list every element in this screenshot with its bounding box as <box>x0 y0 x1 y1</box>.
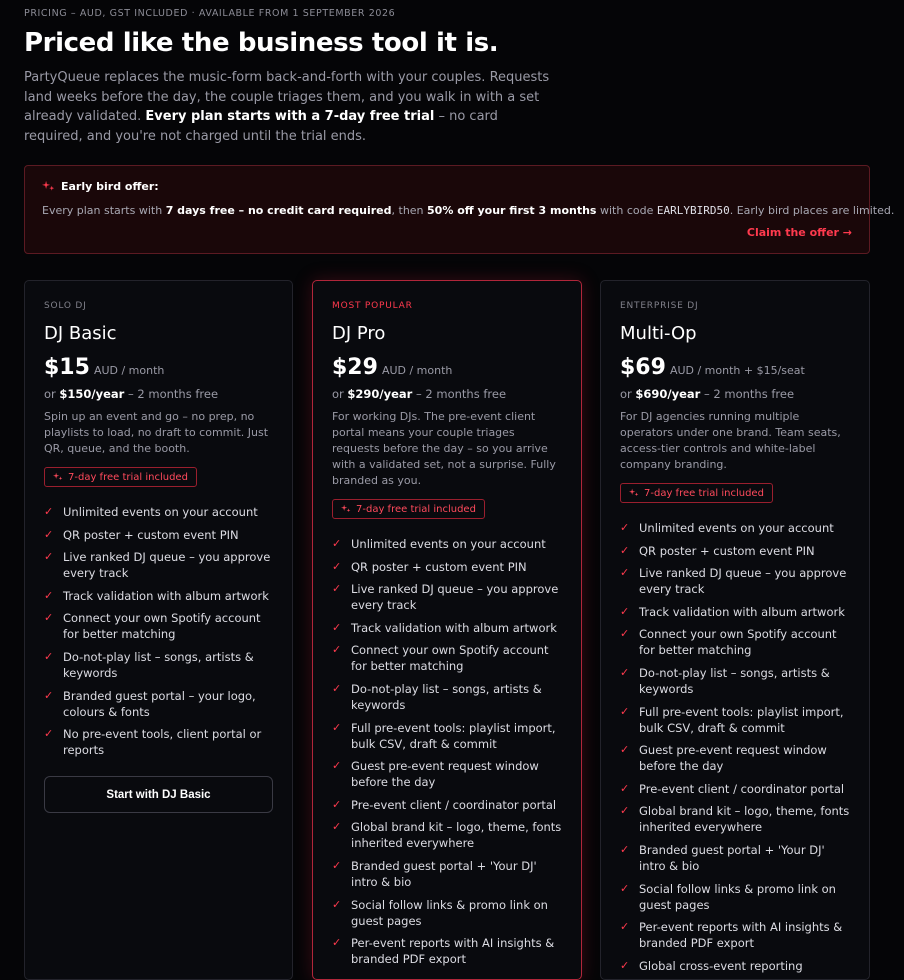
lede-text-1: PartyQueue replaces the music-form back-and-forth with your couples. Requests land weeks before the day, the couple triages them, and you walk in with a set already validated. <box>24 70 550 124</box>
price-period: AUD / month <box>93 364 165 377</box>
plan-yearly-price <box>620 387 794 401</box>
price-amount: $15 <box>44 355 90 380</box>
feature-label: Unlimited events on your account <box>351 537 546 551</box>
check-icon: ✓ <box>620 627 630 641</box>
price-period: AUD / month <box>381 364 453 377</box>
page-title: Priced like the business tool it is. <box>24 28 499 58</box>
page-lede <box>24 68 554 146</box>
feature-label: Branded guest portal – your logo, colours & fonts <box>63 688 256 719</box>
plan-yearly-price <box>332 387 506 401</box>
feature-label: Full pre-event tools: playlist import, bulk CSV, draft & commit <box>639 704 844 735</box>
check-icon: ✓ <box>620 781 630 795</box>
plan-description: For DJ agencies running multiple operators under one brand. Team seats, access-tier controls and white-label company branding. <box>620 410 841 471</box>
check-icon: ✓ <box>332 643 342 657</box>
feature-item <box>44 688 276 720</box>
trial-badge <box>332 499 485 519</box>
check-icon: ✓ <box>44 550 54 564</box>
plan-name: DJ Basic <box>44 323 117 344</box>
yearly-amount: $690/year <box>635 387 701 401</box>
offer-text-4: . Early bird places are limited. <box>729 204 895 217</box>
feature-label: Live ranked DJ queue – you approve every track <box>351 582 559 613</box>
feature-label: Full pre-event tools: playlist import, bulk CSV, draft & commit <box>351 720 556 751</box>
check-icon: ✓ <box>620 566 630 580</box>
feature-item <box>332 897 564 929</box>
offer-title-text: Early bird offer: <box>61 180 159 193</box>
feature-item <box>332 681 564 713</box>
feature-label: Do-not-play list – songs, artists & keywords <box>351 681 542 712</box>
check-icon: ✓ <box>620 881 630 895</box>
check-icon: ✓ <box>332 582 342 596</box>
feature-item <box>620 881 852 913</box>
plan-card-dj-basic <box>24 280 293 980</box>
offer-text-bold-2: 50% off your first 3 months <box>427 204 597 217</box>
feature-item <box>44 527 276 543</box>
start-dj-basic-button[interactable]: Start with DJ Basic <box>44 776 273 813</box>
plan-tier-label: SOLO DJ <box>44 301 87 311</box>
feature-list <box>44 504 276 765</box>
check-icon: ✓ <box>620 543 630 557</box>
feature-item <box>620 665 852 697</box>
feature-item <box>620 742 852 774</box>
feature-item <box>332 642 564 674</box>
plan-price <box>332 355 452 380</box>
check-icon: ✓ <box>44 588 54 602</box>
feature-item <box>332 720 564 752</box>
feature-item <box>332 935 564 967</box>
feature-item <box>332 797 564 813</box>
feature-item <box>620 604 852 620</box>
trial-badge <box>620 483 773 503</box>
plan-card-multi-op <box>600 280 870 980</box>
yearly-prefix: or <box>620 387 636 401</box>
feature-label: Global cross-event reporting <box>639 958 803 973</box>
check-icon: ✓ <box>332 820 342 834</box>
yearly-prefix: or <box>44 387 60 401</box>
feature-label: Connect your own Spotify account for better matching <box>351 643 549 674</box>
feature-item <box>620 626 852 658</box>
feature-label: Guest pre-event request window before the day <box>639 743 827 774</box>
feature-label: Guest pre-event request window before the day <box>351 759 539 790</box>
feature-label: Social follow links & promo link on guest pages <box>639 881 836 912</box>
feature-label: Live ranked DJ queue – you approve every track <box>63 550 271 581</box>
check-icon: ✓ <box>332 759 342 773</box>
check-icon: ✓ <box>44 727 54 741</box>
feature-label: Per-event reports with AI insights & branded PDF export <box>351 936 555 967</box>
feature-item <box>332 819 564 851</box>
sparkle-icon <box>341 504 351 514</box>
sparkle-icon <box>629 488 639 498</box>
check-icon: ✓ <box>332 858 342 872</box>
feature-item <box>620 704 852 736</box>
plan-card-dj-pro <box>312 280 582 980</box>
yearly-prefix: or <box>332 387 348 401</box>
plan-yearly-price <box>44 387 218 401</box>
plan-tier-label: MOST POPULAR <box>332 301 413 311</box>
check-icon: ✓ <box>44 649 54 663</box>
check-icon: ✓ <box>620 804 630 818</box>
check-icon: ✓ <box>620 704 630 718</box>
feature-item <box>44 549 276 581</box>
promo-code: EARLYBIRD50 <box>656 204 730 217</box>
check-icon: ✓ <box>332 537 342 550</box>
feature-item <box>620 842 852 874</box>
feature-list <box>332 536 564 974</box>
plan-price <box>44 355 164 380</box>
early-bird-banner <box>24 165 895 254</box>
offer-text-1: Every plan starts with <box>42 204 166 217</box>
feature-label: QR poster + custom event PIN <box>639 543 815 558</box>
offer-text-2: , then <box>391 204 428 217</box>
feature-item <box>44 504 276 520</box>
plan-name: DJ Pro <box>332 323 386 344</box>
feature-label: Global brand kit – logo, theme, fonts inherited everywhere <box>351 820 562 851</box>
offer-text-bold-1: 7 days free – no credit card required <box>165 204 392 217</box>
sparkle-icon <box>53 472 63 482</box>
feature-label: Global brand kit – logo, theme, fonts inherited everywhere <box>639 804 850 835</box>
feature-label: Unlimited events on your account <box>639 521 834 535</box>
feature-item <box>44 649 276 681</box>
trial-badge-label: 7-day free trial included <box>356 503 476 515</box>
feature-label: Pre-event client / coordinator portal <box>639 781 845 796</box>
feature-label: Connect your own Spotify account for better matching <box>639 627 837 658</box>
feature-label: Per-event reports with AI insights & branded PDF export <box>639 920 843 951</box>
sparkle-icon <box>42 180 55 193</box>
feature-label: QR poster + custom event PIN <box>63 527 239 542</box>
feature-label: No pre-event tools, client portal or reports <box>63 727 262 758</box>
check-icon: ✓ <box>620 604 630 618</box>
check-icon: ✓ <box>44 527 54 541</box>
check-icon: ✓ <box>44 611 54 625</box>
feature-item <box>620 565 852 597</box>
check-icon: ✓ <box>332 797 342 811</box>
feature-item <box>620 958 852 974</box>
feature-item <box>332 858 564 890</box>
offer-text-3: with code <box>596 204 657 217</box>
feature-label: Track validation with album artwork <box>351 620 557 635</box>
feature-label: Track validation with album artwork <box>639 604 845 619</box>
offer-text <box>42 204 894 217</box>
offer-title <box>42 180 159 193</box>
price-period: AUD / month + $15/seat <box>669 364 805 377</box>
check-icon: ✓ <box>44 688 54 702</box>
trial-badge <box>44 467 197 487</box>
claim-offer-link[interactable]: Claim the offer → <box>746 226 852 239</box>
feature-item <box>332 581 564 613</box>
feature-item <box>332 559 564 575</box>
feature-item <box>620 543 852 559</box>
feature-item <box>620 781 852 797</box>
check-icon: ✓ <box>332 936 342 950</box>
feature-item <box>620 919 852 951</box>
yearly-suffix: – 2 months free <box>700 387 795 401</box>
feature-list <box>620 520 852 980</box>
check-icon: ✓ <box>620 920 630 934</box>
plan-tier-label: ENTERPRISE DJ <box>620 301 699 311</box>
plan-name: Multi-Op <box>620 323 697 344</box>
plan-description: Spin up an event and go – no prep, no playlists to load, no draft to commit. Just QR, queue, and the booth. <box>44 410 269 455</box>
feature-item <box>620 520 852 536</box>
feature-label: Social follow links & promo link on guest pages <box>351 897 548 928</box>
plan-price <box>620 355 805 380</box>
plan-description: For working DJs. The pre-event client portal means your couple triages requests before the day – so you arrive with a validated set, not a surprise. Fully branded as you. <box>332 410 556 487</box>
yearly-amount: $290/year <box>347 387 413 401</box>
feature-item <box>44 610 276 642</box>
feature-item <box>332 758 564 790</box>
lede-bold: Every plan starts with a 7-day free trial <box>145 109 435 124</box>
feature-label: Pre-event client / coordinator portal <box>351 797 557 812</box>
price-amount: $29 <box>332 355 378 380</box>
feature-item <box>332 620 564 636</box>
check-icon: ✓ <box>332 681 342 695</box>
check-icon: ✓ <box>44 505 54 518</box>
pricing-eyebrow: PRICING – AUD, GST INCLUDED · AVAILABLE FROM 1 SEPTEMBER 2026 <box>24 8 396 19</box>
check-icon: ✓ <box>620 521 630 534</box>
feature-label: Branded guest portal + 'Your DJ' intro & bio <box>639 842 825 873</box>
price-amount: $69 <box>620 355 666 380</box>
feature-label: Track validation with album artwork <box>63 588 269 603</box>
check-icon: ✓ <box>620 958 630 972</box>
feature-label: Do-not-play list – songs, artists & keywords <box>63 649 254 680</box>
trial-badge-label: 7-day free trial included <box>68 471 188 483</box>
check-icon: ✓ <box>332 720 342 734</box>
check-icon: ✓ <box>620 665 630 679</box>
feature-item <box>44 588 276 604</box>
feature-label: Connect your own Spotify account for better matching <box>63 611 261 642</box>
check-icon: ✓ <box>332 620 342 634</box>
check-icon: ✓ <box>620 743 630 757</box>
feature-label: QR poster + custom event PIN <box>351 559 527 574</box>
feature-item <box>332 536 564 552</box>
feature-label: Do-not-play list – songs, artists & keywords <box>639 665 830 696</box>
feature-item <box>620 803 852 835</box>
yearly-suffix: – 2 months free <box>412 387 507 401</box>
trial-badge-label: 7-day free trial included <box>644 487 764 499</box>
yearly-amount: $150/year <box>59 387 125 401</box>
feature-label: Branded guest portal + 'Your DJ' intro & bio <box>351 858 537 889</box>
yearly-suffix: – 2 months free <box>124 387 219 401</box>
check-icon: ✓ <box>332 559 342 573</box>
feature-item <box>44 726 276 758</box>
lede-text-2: – no card required, and you're not charged until the trial ends. <box>24 109 498 144</box>
check-icon: ✓ <box>620 842 630 856</box>
feature-label: Unlimited events on your account <box>63 505 258 519</box>
check-icon: ✓ <box>332 897 342 911</box>
feature-label: Live ranked DJ queue – you approve every track <box>639 566 847 597</box>
